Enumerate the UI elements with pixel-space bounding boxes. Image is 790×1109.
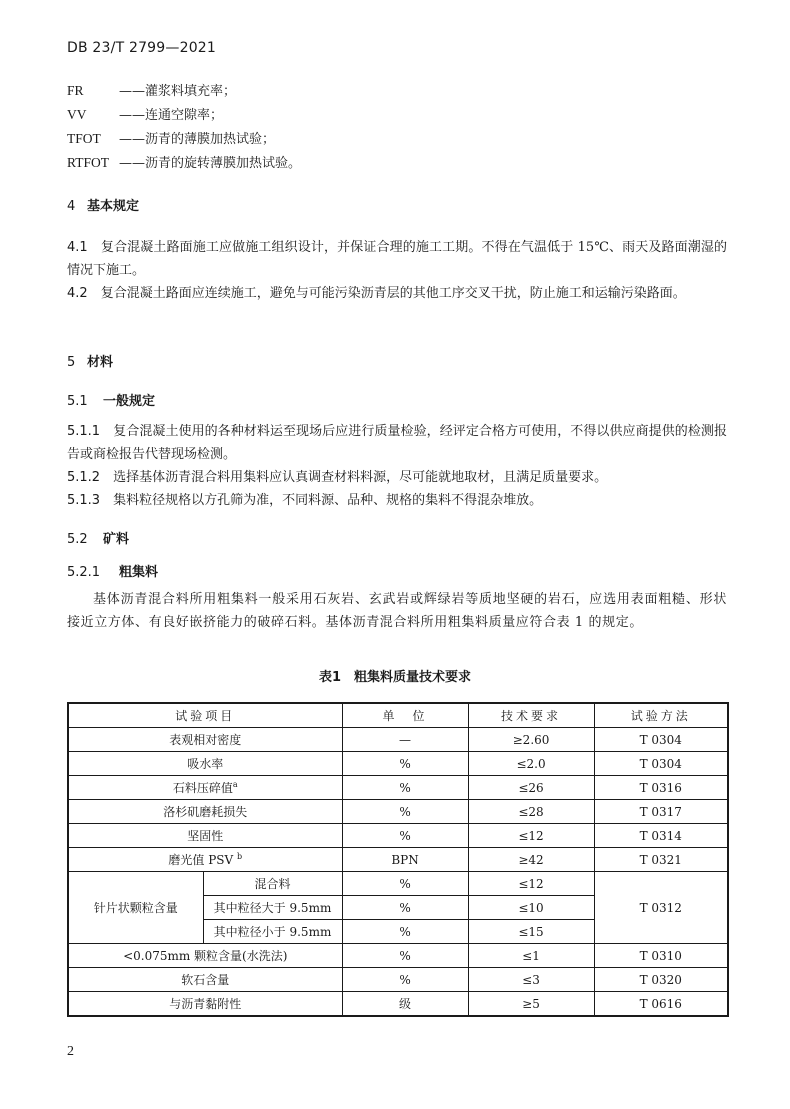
cell-unit: % bbox=[342, 824, 468, 848]
paragraph-4-1 bbox=[67, 236, 727, 282]
table-row bbox=[68, 872, 728, 896]
abbr-desc: ——沥青的旋转薄膜加热试验。 bbox=[119, 156, 302, 171]
cell-method: T 0616 bbox=[594, 992, 728, 1017]
table-row bbox=[68, 992, 728, 1017]
section-number: 4 bbox=[67, 199, 76, 214]
paragraph-5-2-1: 基体沥青混合料所用粗集料一般采用石灰岩、玄武岩或辉绿岩等质地坚硬的岩石，应选用表面粗糙、形状接近立方体、有良好嵌挤能力的破碎石料。基体沥青混合料所用粗集料质量应符合表 1 的规定。 bbox=[67, 592, 727, 630]
cell-requirement: ≤12 bbox=[468, 824, 594, 848]
cell-method: T 0310 bbox=[594, 944, 728, 968]
table-row bbox=[68, 728, 728, 752]
section-5-2-1-heading bbox=[67, 561, 158, 580]
cell-unit: % bbox=[342, 872, 468, 896]
abbr-desc: ——灌浆料填充率； bbox=[119, 84, 237, 99]
abbreviation-rtfot bbox=[67, 152, 301, 171]
abbr-code: VV bbox=[67, 107, 87, 122]
cell-unit: % bbox=[342, 920, 468, 944]
cell-subitem: 混合料 bbox=[203, 872, 342, 896]
cell-item-text: 磨光值 PSV bbox=[168, 853, 234, 867]
section-5-1-heading bbox=[67, 390, 155, 409]
cell-requirement: ≥2.60 bbox=[468, 728, 594, 752]
cell-unit: % bbox=[342, 968, 468, 992]
cell-requirement: ≤12 bbox=[468, 872, 594, 896]
abbreviation-tfot bbox=[67, 128, 275, 147]
cell-item-text: 石料压碎值 bbox=[172, 781, 233, 795]
coarse-aggregate-table bbox=[67, 702, 729, 1017]
cell-requirement: ≤28 bbox=[468, 800, 594, 824]
section-title: 粗集料 bbox=[119, 565, 159, 580]
table-caption: 表1 粗集料质量技术要求 bbox=[318, 670, 472, 685]
cell-requirement: ≤2.0 bbox=[468, 752, 594, 776]
cell-requirement: ≤1 bbox=[468, 944, 594, 968]
abbr-desc: ——连通空隙率； bbox=[119, 108, 224, 123]
cell-item: 与沥青黏附性 bbox=[68, 992, 342, 1017]
footnote-marker: a bbox=[232, 780, 238, 789]
clause-text: 复合混凝土路面应连续施工，避免与可能污染沥青层的其他工序交叉干扰，防止施工和运输污染路面。 bbox=[100, 286, 686, 301]
clause-text: 复合混凝土路面施工应做施工组织设计，并保证合理的施工工期。不得在气温低于 15℃、雨天及路面潮湿的情况下施工。 bbox=[67, 240, 727, 278]
footnote-marker: b bbox=[237, 852, 243, 861]
cell-item: 吸水率 bbox=[68, 752, 342, 776]
cell-unit: 级 bbox=[342, 992, 468, 1017]
cell-requirement: ≥5 bbox=[468, 992, 594, 1017]
cell-item bbox=[68, 776, 342, 800]
abbr-desc: ——沥青的薄膜加热试验； bbox=[119, 132, 276, 147]
cell-item: 表观相对密度 bbox=[68, 728, 342, 752]
section-5-2-heading bbox=[67, 528, 129, 547]
header-unit: 单 位 bbox=[342, 703, 468, 728]
section-number: 5 bbox=[67, 355, 76, 370]
table-row bbox=[68, 824, 728, 848]
section-number: 5.2.1 bbox=[67, 565, 101, 580]
clause-number: 4.2 bbox=[67, 286, 88, 301]
cell-requirement: ≤26 bbox=[468, 776, 594, 800]
clause-text: 选择基体沥青混合料用集料应认真调查材料料源，尽可能就地取材，且满足质量要求。 bbox=[113, 470, 608, 485]
clause-number: 5.1.1 bbox=[67, 424, 101, 439]
cell-item: <0.075mm 颗粒含量(水洗法) bbox=[68, 944, 342, 968]
abbr-code: FR bbox=[67, 83, 84, 98]
cell-subitem: 其中粒径大于 9.5mm bbox=[203, 896, 342, 920]
table-row bbox=[68, 776, 728, 800]
cell-item: 坚固性 bbox=[68, 824, 342, 848]
cell-subitem: 其中粒径小于 9.5mm bbox=[203, 920, 342, 944]
header-method: 试验方法 bbox=[594, 703, 728, 728]
cell-unit: % bbox=[342, 752, 468, 776]
cell-group-label: 针片状颗粒含量 bbox=[68, 872, 203, 944]
header-requirement: 技术要求 bbox=[468, 703, 594, 728]
paragraph-5-1-2 bbox=[67, 466, 727, 489]
cell-method: T 0312 bbox=[594, 872, 728, 944]
table-header-row bbox=[68, 703, 728, 728]
abbreviation-vv bbox=[67, 104, 223, 123]
cell-method: T 0304 bbox=[594, 728, 728, 752]
clause-text: 复合混凝土使用的各种材料运至现场后应进行质量检验，经评定合格方可使用，不得以供应商提供的检测报告或商检报告代替现场检测。 bbox=[67, 424, 727, 462]
paragraph-5-1-3 bbox=[67, 489, 727, 512]
cell-item: 洛杉矶磨耗损失 bbox=[68, 800, 342, 824]
table-row bbox=[68, 800, 728, 824]
document-id: DB 23/T 2799—2021 bbox=[67, 40, 217, 56]
clause-number: 4.1 bbox=[67, 240, 88, 255]
header-test-item: 试验项目 bbox=[68, 703, 342, 728]
table-row bbox=[68, 944, 728, 968]
section-title: 材料 bbox=[87, 355, 114, 370]
section-number: 5.2 bbox=[67, 532, 88, 547]
cell-requirement: ≥42 bbox=[468, 848, 594, 872]
cell-method: T 0314 bbox=[594, 824, 728, 848]
cell-method: T 0317 bbox=[594, 800, 728, 824]
cell-unit: — bbox=[342, 728, 468, 752]
cell-method: T 0304 bbox=[594, 752, 728, 776]
table-row bbox=[68, 752, 728, 776]
table-row bbox=[68, 848, 728, 872]
section-title: 基本规定 bbox=[87, 199, 140, 214]
cell-item: 软石含量 bbox=[68, 968, 342, 992]
table-row bbox=[68, 968, 728, 992]
cell-unit: % bbox=[342, 776, 468, 800]
cell-requirement: ≤3 bbox=[468, 968, 594, 992]
section-4-heading bbox=[67, 195, 139, 214]
cell-method: T 0320 bbox=[594, 968, 728, 992]
clause-text: 集料粒径规格以方孔筛为准，不同料源、品种、规格的集料不得混杂堆放。 bbox=[113, 493, 543, 508]
section-number: 5.1 bbox=[67, 394, 88, 409]
cell-requirement: ≤10 bbox=[468, 896, 594, 920]
section-title: 矿料 bbox=[103, 532, 130, 547]
abbr-code: TFOT bbox=[67, 131, 101, 146]
cell-requirement: ≤15 bbox=[468, 920, 594, 944]
section-title: 一般规定 bbox=[103, 394, 156, 409]
cell-method: T 0321 bbox=[594, 848, 728, 872]
page-number: 2 bbox=[67, 1044, 74, 1059]
cell-method: T 0316 bbox=[594, 776, 728, 800]
abbr-code: RTFOT bbox=[67, 155, 109, 170]
clause-number: 5.1.2 bbox=[67, 470, 101, 485]
cell-unit: % bbox=[342, 896, 468, 920]
cell-unit: % bbox=[342, 800, 468, 824]
cell-item bbox=[68, 848, 342, 872]
paragraph-4-2 bbox=[67, 282, 727, 305]
cell-unit: % bbox=[342, 944, 468, 968]
abbreviation-fr bbox=[67, 80, 236, 99]
cell-unit: BPN bbox=[342, 848, 468, 872]
section-5-heading bbox=[67, 351, 113, 370]
clause-number: 5.1.3 bbox=[67, 493, 101, 508]
paragraph-5-1-1 bbox=[67, 420, 727, 466]
